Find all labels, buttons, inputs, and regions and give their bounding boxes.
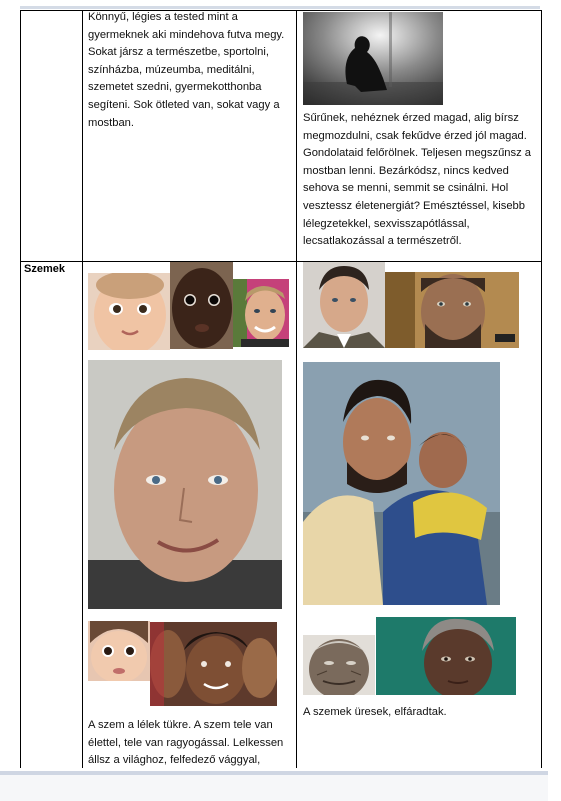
row-label-2: Szemek — [24, 263, 65, 275]
serious-man-photo — [303, 262, 385, 348]
comparison-table — [20, 10, 542, 768]
table-border-left — [20, 10, 21, 768]
page-bottom-shade — [0, 771, 548, 801]
table-row-divider — [20, 261, 542, 262]
smiling-man-closeup-photo — [88, 360, 282, 609]
row2-right-text: A szemek üresek, elfáradtak. — [303, 706, 447, 718]
children-faces-photo — [150, 622, 277, 706]
sad-person-photo — [303, 12, 443, 105]
row2-left-text: A szem a lélek tükre. A szem tele van élettel, tele van ragyogással. Lelkessen állsz a világhoz, felfedező vággyal, — [88, 719, 284, 767]
row1-left-text: Könnyű, légies a tested mint a gyermeknek aki mindehova futva megy. Sokat jársz a természetbe, sportolni, színházba, múzeumba, meditálni, szemetet szedni, gyermekotthonba segíteni. Sok ötleted van, sokat vagy a mostban. — [88, 11, 285, 129]
elderly-woman-photo — [376, 617, 516, 695]
smiling-man-photo — [233, 279, 289, 347]
row1-right-text: Sűrűnek, nehéznek érzed magad, alig bírsz megmozdulni, csak fekűdve érzed jól magad. Gondolataid felőrölnek. Teljesen megszűnsz a mostban lenni. Bezárkódsz, nincs kedved sehova se menni, semmit se csinálni. Hol vesztessz életenergiát? Emésztéssel, kisebb lélegzetekkel, sexvisszapótlással, lecsatlakozással a természetről. — [303, 112, 532, 248]
refugee-father-child-photo — [303, 362, 500, 605]
baby-face-photo — [88, 273, 170, 350]
bearded-man-photo — [385, 272, 519, 348]
table-column-divider-1 — [82, 10, 83, 768]
table-column-divider-2 — [296, 10, 297, 768]
dark-skinned-baby-photo — [170, 262, 233, 349]
elderly-man-photo — [303, 635, 375, 695]
toddler-eyes-photo — [88, 621, 150, 681]
table-border-right — [541, 10, 542, 768]
page-bottom-rule — [0, 771, 548, 775]
